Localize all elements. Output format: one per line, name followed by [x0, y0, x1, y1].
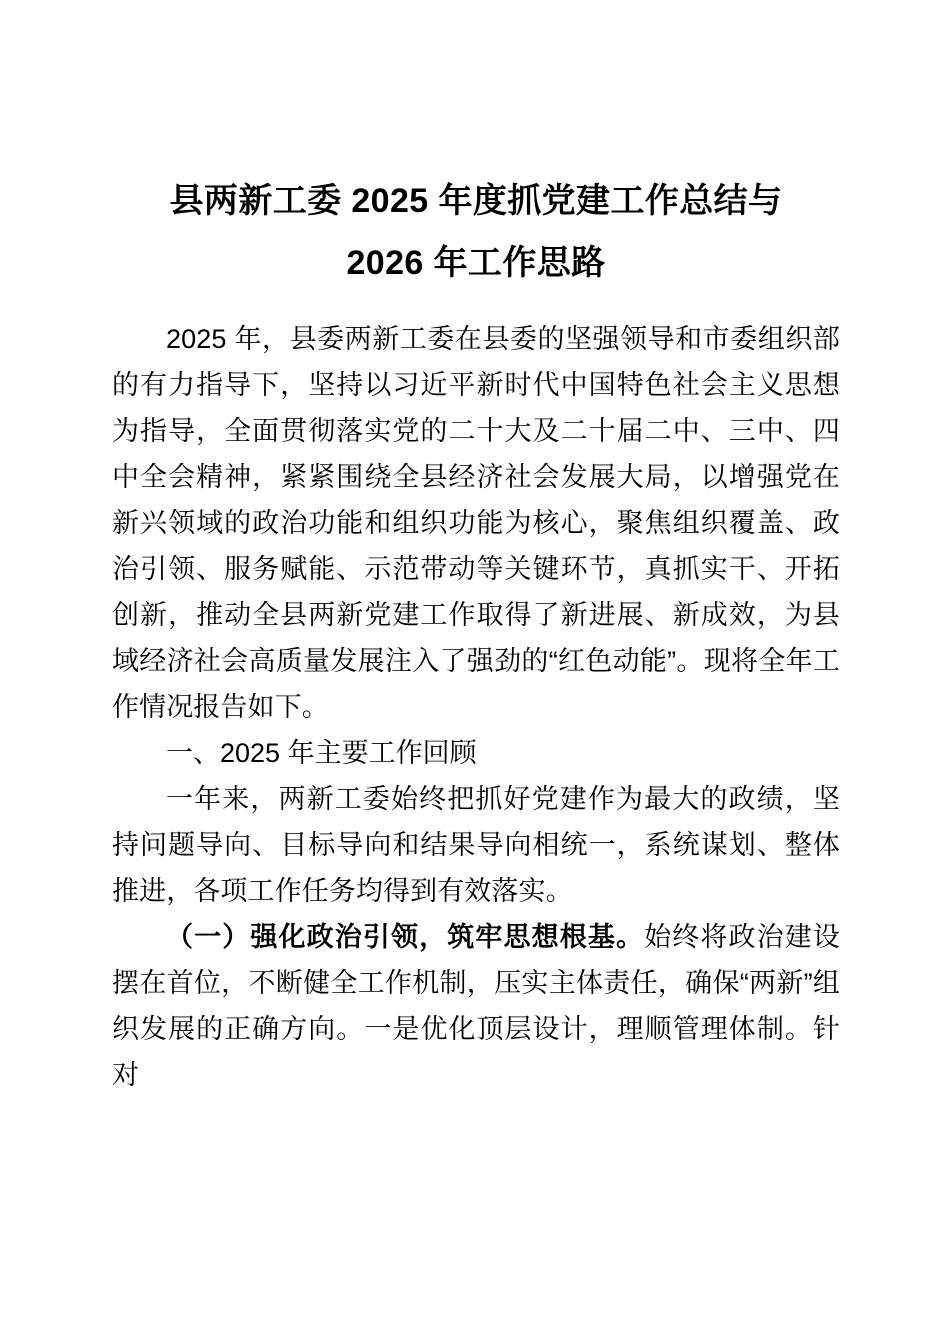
- title-line-1: 县两新工委 2025 年度抓党建工作总结与: [169, 182, 783, 220]
- paragraph-subsection-one: [112, 914, 840, 1098]
- section-heading-one: 一、2025 年主要工作回顾: [166, 738, 477, 768]
- page-content-area: [112, 170, 840, 1098]
- subsection-one-body: 始终将政治建设摆在首位，不断健全工作机制，压实主体责任，确保“两新”组织发展的正确方向。一是优化顶层设计，理顺管理体制。针对: [112, 922, 840, 1090]
- paragraph-review-intro: 一年来，两新工委始终把抓好党建作为最大的政绩，坚持问题导向、目标导向和结果导向相统一，系统谋划、整体推进，各项工作任务均得到有效落实。: [112, 784, 840, 906]
- page-title: [112, 170, 840, 294]
- subsection-one-bold-lead: （一）强化政治引领，筑牢思想根基。: [166, 922, 645, 952]
- title-body-gap: [112, 294, 840, 316]
- paragraph-opening: 2025 年，县委两新工委在县委的坚强领导和市委组织部的有力指导下，坚持以习近平新时代中国特色社会主义思想为指导，全面贯彻落实党的二十大及二十届二中、三中、四中全会精神，紧紧围绕全县经济社会发展大局，以增强党在新兴领域的政治功能和组织功能为核心，聚焦组织覆盖、政治引领、服务赋能、示范带动等关键环节，真抓实干、开拓创新，推动全县两新党建工作取得了新进展、新成效，为县域经济社会高质量发展注入了强劲的“红色动能”。现将全年工作情况报告如下。: [112, 324, 840, 722]
- title-line-2: 2026 年工作思路: [346, 244, 606, 282]
